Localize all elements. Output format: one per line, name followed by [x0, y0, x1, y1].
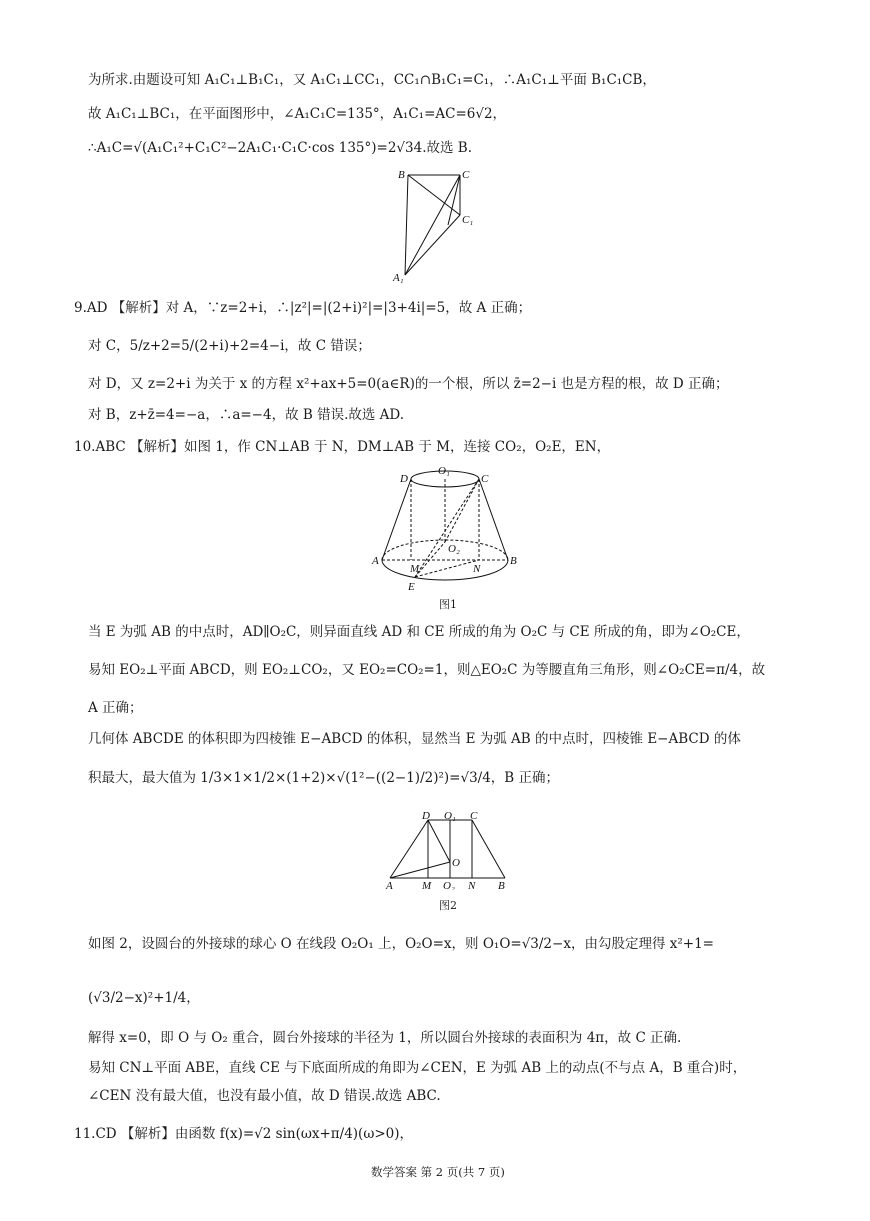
- q10-line-1: 10.ABC 【解析】如图 1，作 CN⊥AB 于 N，DM⊥AB 于 M，连接 CO₂，O₂E，EN，: [74, 439, 611, 455]
- fig1-label-n: N: [473, 563, 481, 575]
- figure-1-caption: 图1: [439, 598, 457, 611]
- fig2-label-d: D: [422, 810, 430, 822]
- fig1-label-o1: O₁: [438, 465, 450, 477]
- line-3: ∴A₁C=√(A₁C₁²+C₁C²−2A₁C₁·C₁C·cos 135°)=2√34.故选 B.: [88, 140, 472, 156]
- q9-line-2: 对 C，5/z+2=5/(2+i)+2=4−i，故 C 错误；: [88, 338, 371, 354]
- fig1-label-b: B: [510, 555, 517, 567]
- q9-line-1: 9.AD 【解析】对 A，∵z=2+i，∴|z²|=|(2+i)²|=|3+4i|=5，故 A 正确；: [74, 300, 532, 316]
- page-footer: 数学答案 第 2 页(共 7 页): [371, 1165, 505, 1179]
- fig1-label-a: A: [372, 555, 379, 567]
- fig1-label-e: E: [408, 581, 415, 593]
- figure-prism: [390, 165, 490, 285]
- q10-line-9: 解得 x=0，即 O 与 O₂ 重合，圆台外接球的半径为 1，所以圆台外接球的表面积为 4π，故 C 正确.: [88, 1030, 682, 1046]
- fig2-label-c: C: [470, 810, 478, 822]
- fig0-label-a1: A₁: [393, 272, 404, 284]
- figure-1-frustum: [370, 462, 520, 602]
- fig2-label-a: A: [386, 880, 393, 890]
- fig2-label-o2: O₂: [443, 880, 455, 890]
- q11-line-1: 11.CD 【解析】由函数 f(x)=√2 sin(ωx+π/4)(ω>0)，: [74, 1126, 414, 1142]
- figure-2-caption: 图2: [439, 899, 457, 912]
- q10-line-3: 易知 EO₂⊥平面 ABCD，则 EO₂⊥CO₂，又 EO₂=CO₂=1，则△EO₂C 为等腰直角三角形，则∠O₂CE=π/4，故: [88, 662, 766, 678]
- q10-line-4: A 正确；: [88, 700, 143, 716]
- fig0-label-c1: C₁: [462, 214, 474, 226]
- q10-line-11: ∠CEN 没有最大值，也没有最小值，故 D 错误.故选 ABC.: [88, 1088, 441, 1104]
- q10-line-7: 如图 2，设圆台的外接球的球心 O 在线段 O₂O₁ 上，O₂O=x，则 O₁O=√3/2−x，由勾股定理得 x²+1=: [88, 936, 714, 952]
- fig1-label-c: C: [481, 473, 489, 485]
- fig0-label-b: B: [398, 169, 405, 181]
- q10-line-5: 几何体 ABCDE 的体积即为四棱锥 E−ABCD 的体积，显然当 E 为弧 AB 的中点时，四棱锥 E−ABCD 的体: [88, 731, 741, 747]
- line-1: 为所求.由题设可知 A₁C₁⊥B₁C₁，又 A₁C₁⊥CC₁，CC₁∩B₁C₁=C₁，∴A₁C₁⊥平面 B₁C₁CB，: [88, 72, 656, 88]
- line-2: 故 A₁C₁⊥BC₁，在平面图形中，∠A₁C₁C=135°，A₁C₁=AC=6√2，: [88, 106, 507, 122]
- fig2-label-m: M: [422, 880, 432, 890]
- q10-line-10: 易知 CN⊥平面 ABE，直线 CE 与下底面所成的角即为∠CEN，E 为弧 AB 上的动点(不与点 A，B 重合)时，: [88, 1060, 747, 1076]
- fig2-label-o1: O₁: [444, 810, 456, 822]
- fig2-label-b: B: [498, 880, 505, 890]
- fig2-label-o: O: [452, 857, 460, 869]
- fig1-label-m: M: [410, 563, 420, 575]
- figure-2-trapezoid: [380, 810, 520, 890]
- q10-line-6: 积最大，最大值为 1/3×1×1/2×(1+2)×√(1²−((2−1)/2)²)=√3/4，B 正确；: [88, 770, 560, 786]
- fig1-label-o2: O₂: [448, 543, 460, 555]
- fig1-label-d: D: [400, 473, 408, 485]
- fig2-label-n: N: [468, 880, 476, 890]
- q9-line-4: 对 B，z+z̄=4=−a，∴a=−4，故 B 错误.故选 AD.: [88, 407, 405, 423]
- q10-line-8: (√3/2−x)²+1/4，: [88, 990, 200, 1006]
- q9-line-3: 对 D，又 z=2+i 为关于 x 的方程 x²+ax+5=0(a∈R)的一个根，所以 z̄=2−i 也是方程的根，故 D 正确；: [88, 376, 729, 392]
- fig0-label-c: C: [462, 169, 470, 181]
- q10-line-2: 当 E 为弧 AB 的中点时，AD∥O₂C，则异面直线 AD 和 CE 所成的角为 O₂C 与 CE 所成的角，即为∠O₂CE，: [88, 624, 750, 640]
